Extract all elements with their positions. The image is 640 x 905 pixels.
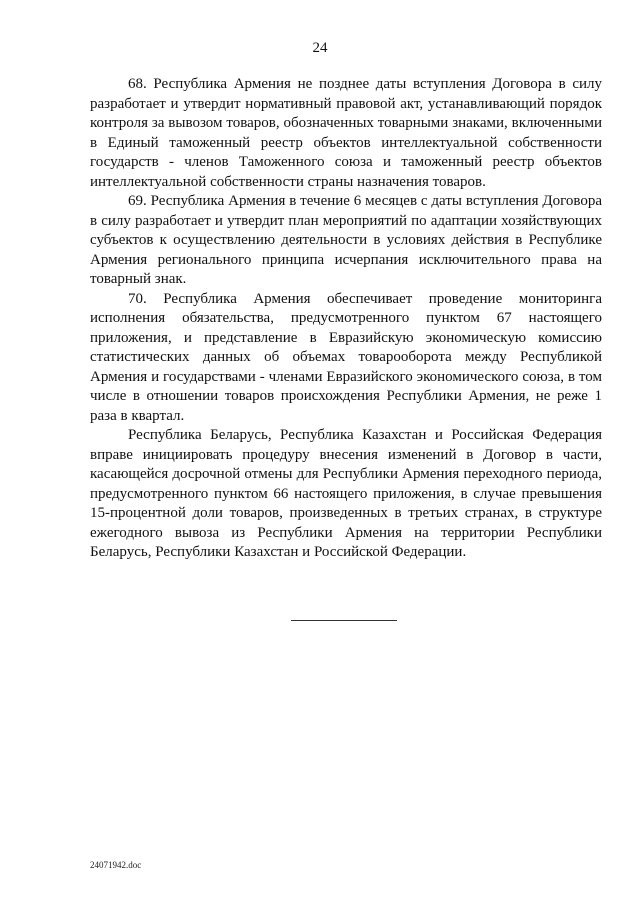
paragraph-69: 69. Республика Армения в течение 6 месяцев с даты вступления Договора в силу разработает и утвердит план мероприятий по адаптации хозяйствующих субъектов к осуществлению деятельности в условиях действия в Республике Армения регионального принципа исчерпания исключительного права на товарный знак. — [90, 193, 602, 287]
document-filename: 24071942.doc — [90, 860, 142, 870]
page-number: 24 — [312, 40, 328, 56]
document-body — [90, 75, 602, 563]
paragraph-final: Республика Беларусь, Республика Казахстан и Российская Федерация вправе инициировать процедуру внесения изменений в Договор в части, касающейся досрочной отмены для Республики Армения переходного периода, предусмотренного пунктом 66 настоящего приложения, в случае превышения 15-процентной доли товаров, произведенных в третьих странах, в структуре ежегодного вывоза из Республики Армения на территории Республики Беларусь, Республики Казахстан и Российской Федерации. — [90, 427, 602, 560]
end-separator-line — [291, 620, 397, 621]
paragraph-70: 70. Республика Армения обеспечивает проведение мониторинга исполнения обязательства, предусмотренного пунктом 67 настоящего приложения, и представление в Евразийскую экономическую комиссию статистических данных об объемах товарооборота между Республикой Армения и государствами - членами Евразийского экономического союза, в том числе в отношении товаров происхождения Республики Армения, не реже 1 раза в квартал. — [90, 290, 602, 424]
paragraph-68: 68. Республика Армения не позднее даты вступления Договора в силу разработает и утвердит нормативный правовой акт, устанавливающий порядок контроля за вывозом товаров, обозначенных товарными знаками, включенными в Единый таможенный реестр объектов интеллектуальной собственности государств - членов Таможенного союза и таможенный реестр объектов интеллектуальной собственности страны назначения товаров. — [90, 76, 602, 190]
